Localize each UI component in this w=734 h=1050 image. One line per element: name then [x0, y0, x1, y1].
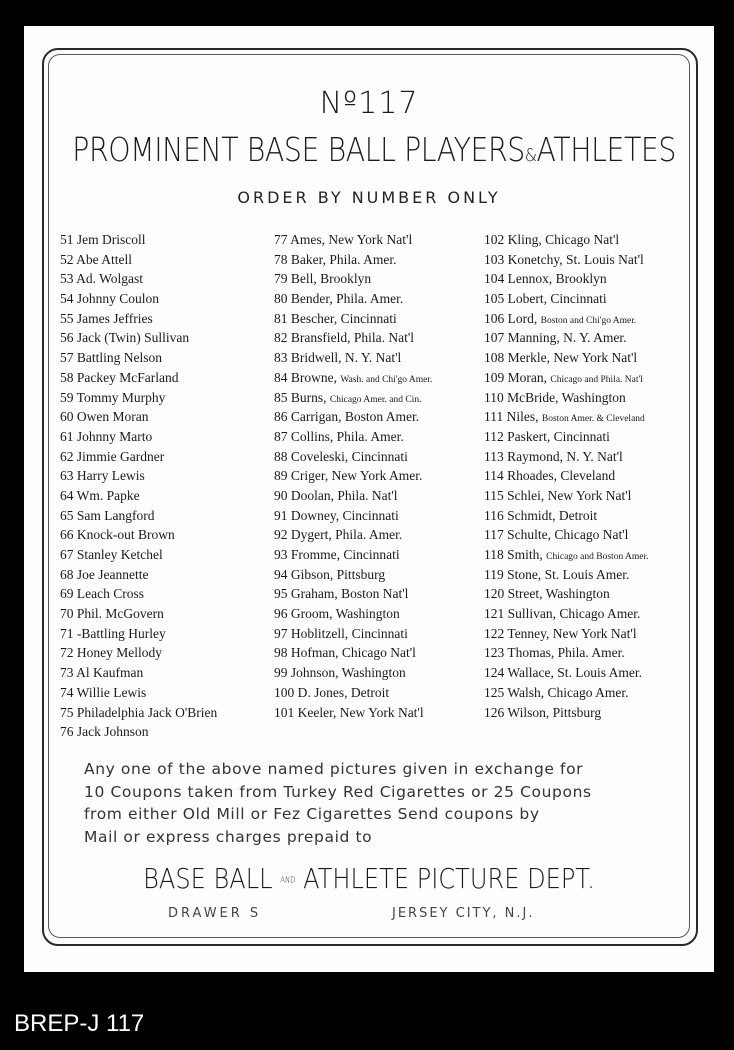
list-item [274, 663, 432, 683]
item-name: Owen Moran [76, 409, 149, 425]
item-number: 65 [60, 507, 74, 523]
list-item [274, 289, 432, 309]
list-item [484, 584, 649, 604]
list-item [274, 407, 432, 427]
item-teams: Boston and Chi'go Amer. [540, 315, 637, 326]
item-number: 124 [484, 665, 505, 681]
list-item [484, 250, 649, 270]
list-item [274, 683, 432, 703]
list-item [60, 584, 217, 604]
drawer-text: DRAWER S [168, 906, 262, 921]
item-name: Wm. Papke [76, 487, 140, 503]
item-number: 107 [484, 330, 505, 346]
item-number: 70 [60, 606, 74, 622]
list-item [484, 486, 649, 506]
item-name: Stone, St. Louis Amer. [507, 566, 630, 582]
item-name: Paskert, Cincinnati [507, 428, 610, 444]
item-name: Joe Jeannette [76, 566, 149, 582]
item-number: 95 [274, 586, 288, 602]
item-name: Carrigan, Boston Amer. [290, 409, 420, 425]
item-teams: Chicago Amer. and Cin. [329, 394, 422, 405]
list-column-2 [274, 230, 432, 722]
item-name: Bransfield, Phila. Nat'l [290, 330, 415, 346]
item-name: Graham, Boston Nat'l [290, 586, 409, 602]
item-number: 78 [274, 251, 288, 267]
list-item [274, 565, 432, 585]
offer-line: 10 Coupons taken from Turkey Red Cigarettes or 25 Coupons [84, 782, 592, 801]
list-item [60, 269, 217, 289]
image-caption: BREP-J 117 [14, 1010, 145, 1037]
item-number: 94 [274, 566, 288, 582]
list-item [60, 506, 217, 526]
list-item [60, 545, 217, 565]
item-name: Criger, New York Amer. [290, 468, 423, 484]
item-number: 68 [60, 566, 74, 582]
item-number: 108 [484, 350, 505, 366]
item-name: Bescher, Cincinnati [290, 310, 397, 326]
item-name: Schmidt, Detroit [507, 507, 598, 523]
list-item [60, 368, 217, 388]
item-name: Philadelphia Jack O'Brien [76, 704, 218, 720]
item-number: 85 [274, 389, 288, 405]
item-number: 121 [484, 606, 505, 622]
list-item [60, 604, 217, 624]
list-item [60, 466, 217, 486]
item-name: Lord, [507, 310, 541, 326]
item-name: Tommy Murphy [76, 389, 166, 405]
item-number: 99 [274, 665, 288, 681]
list-item [274, 525, 432, 545]
item-number: 102 [484, 232, 505, 247]
list-item [484, 328, 649, 348]
item-name: Ad. Wolgast [76, 271, 144, 287]
item-name: Honey Mellody [76, 645, 162, 661]
item-number: 90 [274, 487, 288, 503]
item-name: Manning, N. Y. Amer. [507, 330, 627, 346]
item-number: 89 [274, 468, 288, 484]
offer-line: Any one of the above named pictures given in exchange for [84, 760, 584, 778]
list-item [274, 545, 432, 565]
card-number: Nº117 [319, 86, 419, 121]
offer-text [84, 758, 664, 848]
item-name: Packey McFarland [76, 369, 179, 385]
item-number: 82 [274, 330, 288, 346]
item-number: 53 [60, 271, 74, 287]
list-item [484, 643, 649, 663]
item-number: 79 [274, 271, 288, 287]
list-item [274, 584, 432, 604]
item-name: Thomas, Phila. Amer. [507, 645, 625, 661]
item-name: Harry Lewis [76, 468, 145, 484]
list-item [484, 368, 649, 388]
item-name: Ames, New York Nat'l [290, 232, 413, 247]
list-item [274, 624, 432, 644]
list-item [274, 643, 432, 663]
item-number: 63 [60, 468, 74, 484]
item-name: Hofman, Chicago Nat'l [290, 645, 416, 661]
item-name: Sam Langford [76, 507, 155, 523]
item-name: Leach Cross [76, 586, 144, 602]
list-item [60, 427, 217, 447]
list-column-1 [60, 230, 217, 742]
list-item [484, 703, 649, 723]
list-item [274, 703, 432, 723]
item-name: Rhoades, Cleveland [507, 468, 616, 484]
item-name: Jack (Twin) Sullivan [76, 330, 190, 346]
item-name: Bell, Brooklyn [290, 271, 372, 287]
item-name: Niles, [506, 409, 542, 425]
item-number: 72 [60, 645, 74, 661]
item-teams: Boston Amer. & Cleveland [541, 414, 645, 425]
item-number: 112 [484, 428, 504, 444]
item-number: 114 [484, 468, 504, 484]
dept-and: AND [280, 875, 296, 885]
item-name: Keeler, New York Nat'l [297, 704, 424, 720]
item-name: Schulte, Chicago Nat'l [507, 527, 629, 543]
item-name: Raymond, N. Y. Nat'l [507, 448, 623, 464]
list-item [60, 565, 217, 585]
list-item [60, 407, 217, 427]
item-name: Jack Johnson [76, 724, 149, 740]
card-title [72, 130, 676, 169]
list-item [274, 250, 432, 270]
item-number: 101 [274, 704, 295, 720]
title-main: PROMINENT BASE BALL PLAYERS [72, 130, 525, 169]
list-item [60, 230, 217, 250]
item-name: Wilson, Pittsburg [507, 704, 602, 720]
list-item [60, 643, 217, 663]
item-name: Phil. McGovern [76, 606, 164, 622]
item-number: 73 [60, 665, 74, 681]
item-name: Lennox, Brooklyn [507, 271, 607, 287]
list-item [484, 604, 649, 624]
item-name: Walsh, Chicago Amer. [507, 684, 629, 700]
list-item [60, 250, 217, 270]
item-name: Battling Nelson [76, 350, 162, 366]
item-name: Johnny Coulon [76, 291, 160, 307]
list-item [274, 368, 432, 388]
item-name: Bridwell, N. Y. Nat'l [290, 350, 402, 366]
item-number: 103 [484, 251, 505, 267]
item-number: 105 [484, 291, 505, 307]
item-number: 113 [484, 448, 504, 464]
item-name: Jimmie Gardner [76, 448, 165, 464]
item-number: 56 [60, 330, 74, 346]
item-number: 111 [484, 409, 504, 425]
item-name: Gibson, Pittsburg [290, 566, 386, 582]
item-teams: Chicago and Boston Amer. [546, 552, 649, 562]
item-number: 87 [274, 428, 288, 444]
item-name: -Battling Hurley [76, 625, 166, 641]
list-item [274, 309, 432, 329]
list-item [274, 269, 432, 289]
city-text: JERSEY CITY, N.J. [392, 906, 535, 921]
list-item [484, 348, 649, 368]
item-name: Sullivan, Chicago Amer. [507, 606, 641, 622]
item-teams: Wash. and Chi'go Amer. [340, 374, 433, 385]
item-number: 92 [274, 527, 288, 543]
item-number: 115 [484, 487, 504, 503]
item-name: D. Jones, Detroit [297, 684, 390, 700]
item-name: Bender, Phila. Amer. [290, 291, 404, 307]
item-teams: Chicago and Phila. Nat'l [550, 374, 643, 385]
item-number: 60 [60, 409, 74, 425]
list-item [60, 309, 217, 329]
item-name: Johnny Marto [76, 428, 153, 444]
card [24, 26, 714, 972]
item-number: 117 [484, 527, 504, 543]
list-item [484, 269, 649, 289]
item-number: 58 [60, 369, 74, 385]
list-item [274, 427, 432, 447]
item-number: 123 [484, 645, 505, 661]
item-name: Johnson, Washington [290, 665, 406, 681]
item-number: 77 [274, 232, 288, 247]
list-item [60, 703, 217, 723]
item-number: 54 [60, 291, 74, 307]
offer-line: from either Old Mill or Fez Cigarettes Send coupons by [84, 805, 540, 823]
item-name: Stanley Ketchel [76, 547, 163, 562]
item-number: 86 [274, 409, 288, 425]
item-name: Fromme, Cincinnati [290, 547, 400, 562]
item-number: 100 [274, 684, 295, 700]
item-name: Willie Lewis [76, 684, 147, 700]
item-number: 69 [60, 586, 74, 602]
list-item [60, 289, 217, 309]
list-item [60, 447, 217, 467]
item-number: 80 [274, 291, 288, 307]
list-column-3 [484, 230, 649, 722]
item-number: 66 [60, 527, 74, 543]
item-number: 76 [60, 724, 74, 740]
item-name: Burns, [290, 389, 330, 405]
list-item [484, 447, 649, 467]
item-number: 126 [484, 704, 505, 720]
list-item [60, 388, 217, 408]
list-item [274, 328, 432, 348]
item-name: Abe Attell [76, 251, 133, 267]
item-name: Tenney, New York Nat'l [507, 625, 637, 641]
item-number: 91 [274, 507, 288, 523]
item-name: Doolan, Phila. Nat'l [290, 487, 398, 503]
item-name: Hoblitzell, Cincinnati [290, 625, 408, 641]
dept-a: BASE BALL [143, 862, 273, 895]
dept-b: ATHLETE PICTURE DEPT. [303, 862, 595, 895]
list-item [274, 466, 432, 486]
list-item [274, 348, 432, 368]
item-number: 74 [60, 684, 74, 700]
item-number: 67 [60, 547, 74, 562]
list-item [484, 683, 649, 703]
title-amp: & [524, 145, 537, 166]
item-name: Lobert, Cincinnati [507, 291, 607, 307]
item-number: 98 [274, 645, 288, 661]
list-item [484, 388, 649, 408]
list-item [484, 289, 649, 309]
item-number: 104 [484, 271, 505, 287]
item-number: 75 [60, 704, 74, 720]
item-number: 83 [274, 350, 288, 366]
list-item [484, 427, 649, 447]
item-name: Collins, Phila. Amer. [290, 428, 404, 444]
item-name: Moran, [507, 369, 551, 385]
item-name: Knock-out Brown [76, 527, 175, 543]
item-name: McBride, Washington [507, 389, 626, 405]
item-number: 62 [60, 448, 74, 464]
item-number: 57 [60, 350, 74, 366]
item-number: 116 [484, 507, 504, 523]
item-name: Konetchy, St. Louis Nat'l [507, 251, 644, 267]
title-end: ATHLETES [536, 130, 676, 169]
list-item [274, 604, 432, 624]
list-item [484, 230, 649, 250]
item-name: Wallace, St. Louis Amer. [507, 665, 643, 681]
list-item [484, 663, 649, 683]
item-number: 109 [484, 369, 505, 385]
item-number: 110 [484, 389, 504, 405]
list-item [60, 328, 217, 348]
list-item [484, 624, 649, 644]
item-name: Smith, [507, 547, 547, 562]
item-number: 55 [60, 310, 74, 326]
item-number: 61 [60, 428, 74, 444]
item-name: Merkle, New York Nat'l [507, 350, 638, 366]
list-item [60, 722, 217, 742]
list-item [60, 683, 217, 703]
item-name: Kling, Chicago Nat'l [507, 232, 620, 247]
order-line: ORDER BY NUMBER ONLY [237, 188, 501, 207]
offer-line: Mail or express charges prepaid to [84, 827, 373, 846]
item-number: 96 [274, 606, 288, 622]
list-item [60, 663, 217, 683]
list-item [60, 624, 217, 644]
item-name: Dygert, Phila. Amer. [290, 527, 403, 543]
item-number: 71 [60, 625, 74, 641]
item-number: 125 [484, 684, 505, 700]
item-name: Downey, Cincinnati [290, 507, 399, 523]
list-item [484, 525, 649, 545]
list-item [274, 388, 432, 408]
item-name: Al Kaufman [76, 665, 144, 681]
list-item [60, 348, 217, 368]
item-name: James Jeffries [76, 310, 153, 326]
item-number: 51 [60, 232, 74, 247]
item-number: 64 [60, 487, 74, 503]
item-name: Baker, Phila. Amer. [290, 251, 397, 267]
list-item [484, 407, 649, 427]
item-number: 88 [274, 448, 288, 464]
list-item [484, 309, 649, 329]
item-number: 106 [484, 310, 505, 326]
item-name: Schlei, New York Nat'l [507, 487, 632, 503]
item-number: 93 [274, 547, 288, 562]
item-number: 52 [60, 251, 74, 267]
list-item [484, 506, 649, 526]
item-number: 84 [274, 369, 288, 385]
list-item [274, 486, 432, 506]
item-number: 122 [484, 625, 505, 641]
list-item [484, 466, 649, 486]
item-number: 59 [60, 389, 74, 405]
list-item [274, 230, 432, 250]
dept-name [72, 862, 665, 895]
list-item [484, 545, 649, 565]
list-item [274, 506, 432, 526]
item-name: Street, Washington [507, 586, 610, 602]
item-number: 120 [484, 586, 505, 602]
item-name: Groom, Washington [290, 606, 400, 622]
list-item [60, 486, 217, 506]
item-name: Browne, [290, 369, 341, 385]
item-number: 97 [274, 625, 288, 641]
list-item [60, 525, 217, 545]
item-number: 81 [274, 310, 288, 326]
item-number: 118 [484, 547, 504, 562]
list-item [274, 447, 432, 467]
list-item [484, 565, 649, 585]
item-name: Jem Driscoll [76, 232, 146, 247]
item-name: Coveleski, Cincinnati [290, 448, 408, 464]
item-number: 119 [484, 566, 504, 582]
